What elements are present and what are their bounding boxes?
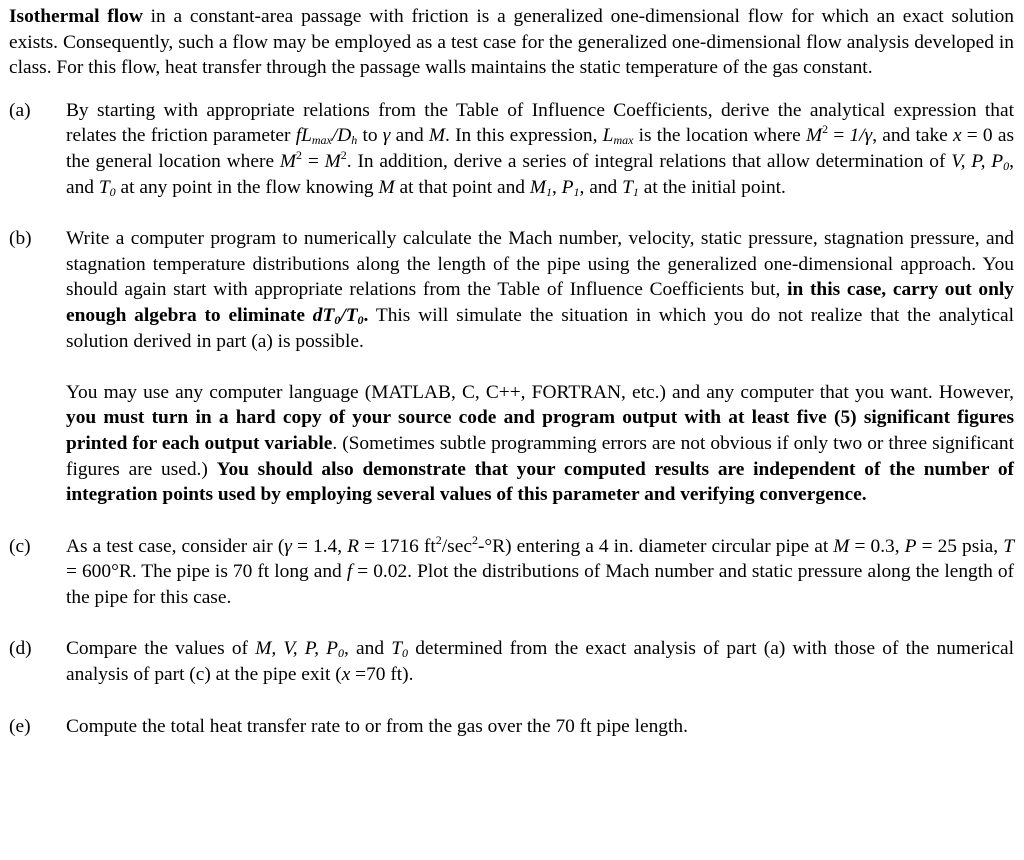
part-d xyxy=(9,636,1014,687)
part-a xyxy=(9,98,1014,200)
part-e xyxy=(9,714,1014,740)
part-b xyxy=(9,226,1014,508)
part-c xyxy=(9,534,1014,611)
part-a-label: (a) xyxy=(9,99,31,121)
part-a-text: By starting with appropriate relations from the Table of Influence Coefficients, derive the analytical expression that relates the friction parameter $fL_{max}/D_h$ to γ and M. In this expression, $L_{max}$ is the location where $M^2 = 1/\gamma$, and take x = 0 as the general location where $M^2 = M^2$. In addition, derive a series of integral relations that allow determination of V, P, $P_0$, and $T_0$ at any point in the flow knowing M at that point and $M_1$, $P_1$, and $T_1$ at the initial point. xyxy=(66,99,1014,199)
intro-title: Isothermal flow xyxy=(9,6,143,27)
intro-text: in a constant-area passage with friction is a generalized one-dimensional flow for which an exact solution exists. Consequently, such a flow may be employed as a test case for the generalized one-dimensional flow analysis developed in class. For this flow, heat transfer through the passage walls maintains the static temperature of the gas constant. xyxy=(9,6,1014,79)
part-b-paragraph-2: You may use any computer language (MATLAB, C, C++, FORTRAN, etc.) and any computer that you want. However, you must turn in a hard copy of your source code and program output with at least five (5) significant figures printed for each output variable. (Sometimes subtle programming errors are not obvious if only two or three significant figures are used.) You should also demonstrate that your computed results are independent of the number of integration points used by employing several values of this parameter and verifying convergence. xyxy=(66,381,1014,506)
part-c-text: As a test case, consider air (γ = 1.4, R = 1716 $ft^2/\sec^2-^\circ R$) entering a 4 in. diameter circular pipe at M = 0.3, P = 25 psia, T = 600°R. The pipe is 70 ft long and f = 0.02. Plot the distributions of Mach number and static pressure along the length of the pipe for this case. xyxy=(66,532,1014,608)
part-c-label: (c) xyxy=(9,535,31,557)
intro-paragraph xyxy=(9,4,1014,81)
part-e-label: (e) xyxy=(9,715,31,737)
part-e-text: Compute the total heat transfer rate to or from the gas over the 70 ft pipe length. xyxy=(66,715,688,737)
part-b-text xyxy=(66,226,1014,508)
part-d-label: (d) xyxy=(9,638,32,660)
part-b-paragraph-1: Write a computer program to numerically calculate the Mach number, velocity, static pressure, stagnation pressure, and stagnation temperature distributions along the length of the pipe using the generalized one-dimensional approach. You should again start with appropriate relations from the Table of Influence Coefficients but, in this case, carry out only enough algebra to eliminate $dT_0/T_0$. This will simulate the situation in which you do not realize that the analytical solution derived in part (a) is possible. xyxy=(66,228,1014,352)
part-b-label: (b) xyxy=(9,228,32,250)
part-d-text: Compare the values of M, V, P, $P_0$, and $T_0$ determined from the exact analysis of part (a) with those of the numerical analysis of part (c) at the pipe exit (x =70 ft). xyxy=(66,638,1014,686)
